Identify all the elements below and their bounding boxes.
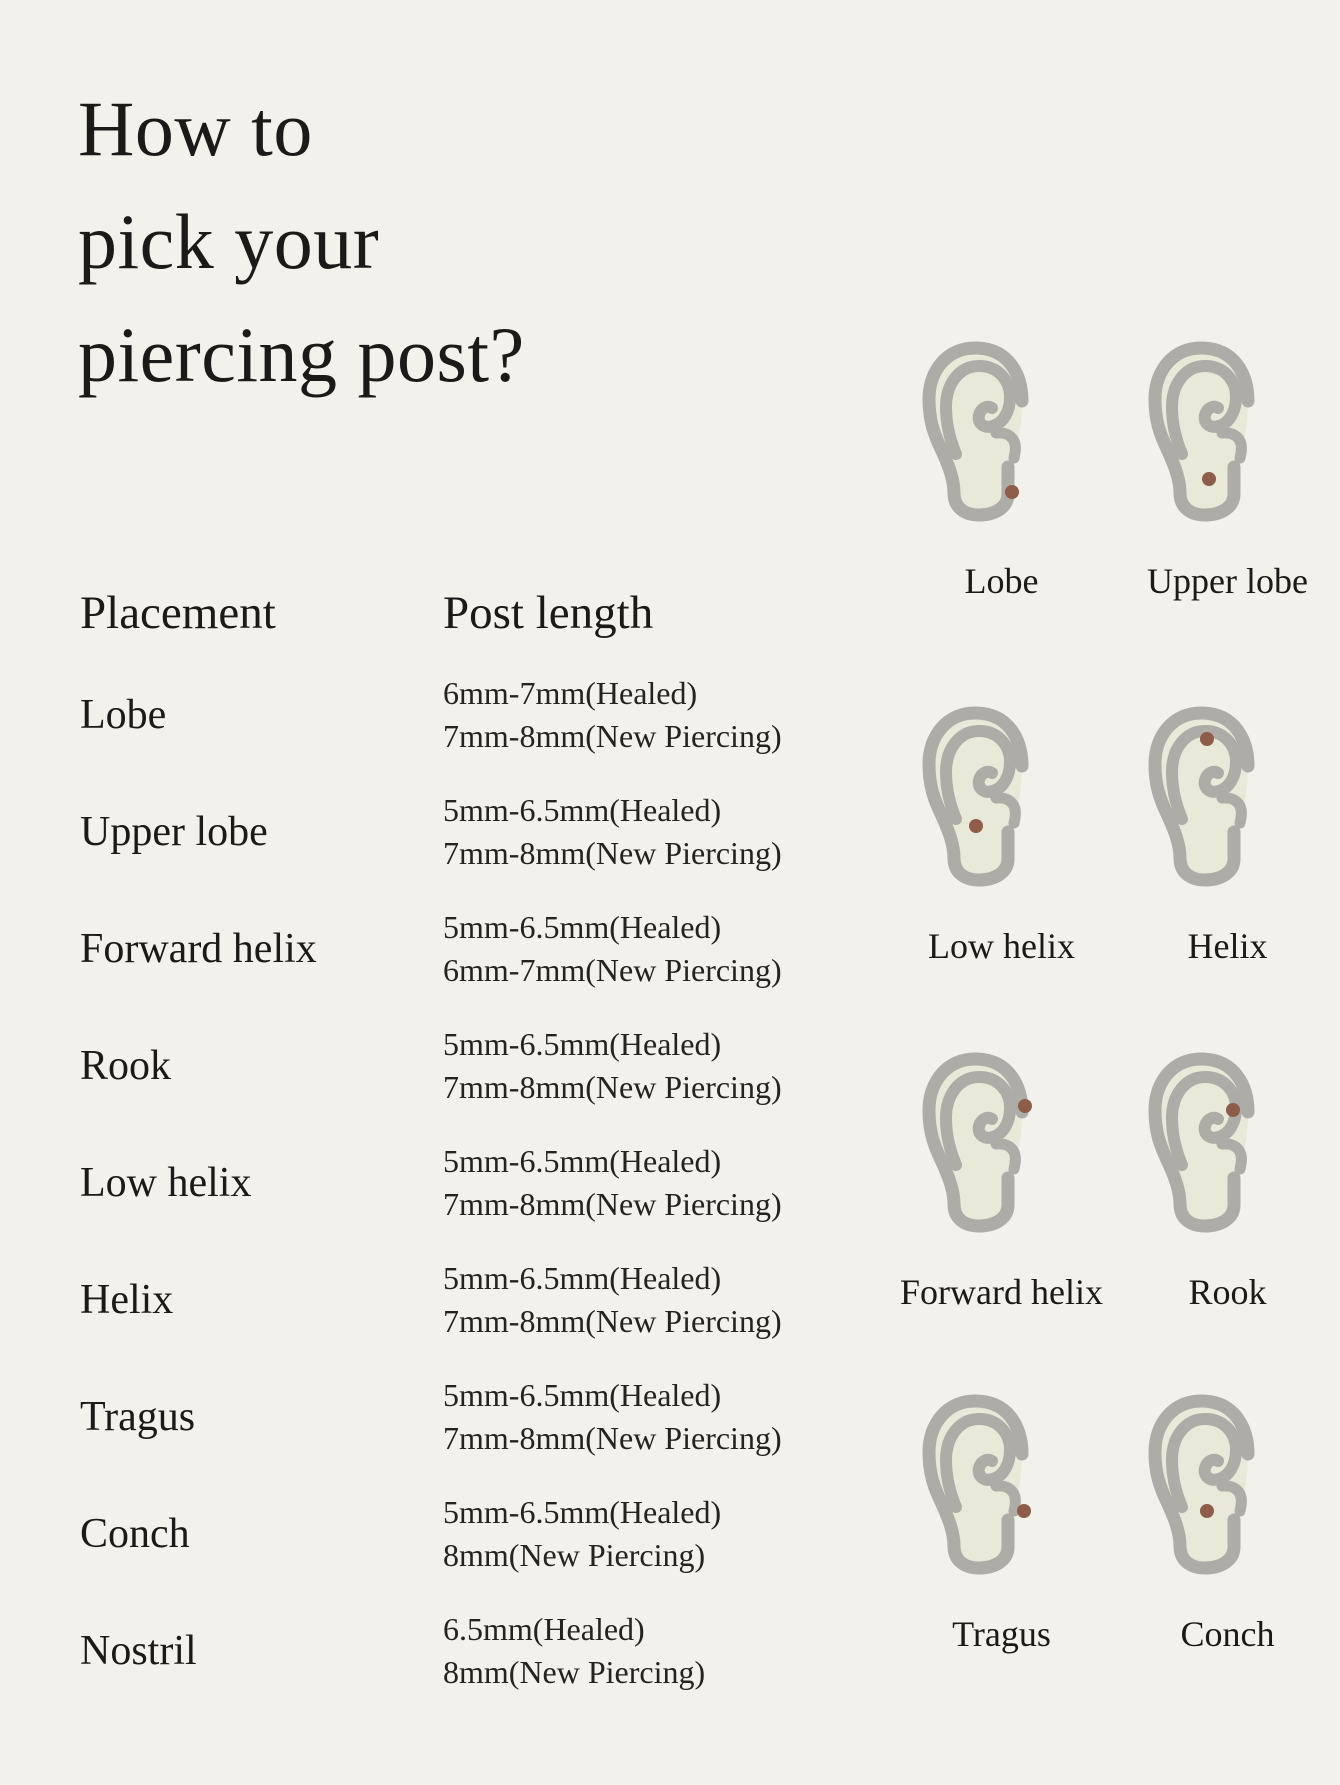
post-length-healed: 5mm-6.5mm(Healed) (443, 909, 722, 945)
ear-icon (1145, 702, 1280, 887)
placement-label: Nostril (80, 1628, 197, 1674)
post-length-healed: 5mm-6.5mm(Healed) (443, 1494, 722, 1530)
ear-icon (919, 1390, 1054, 1575)
ear-icon (1145, 1390, 1280, 1575)
placement-label: Upper lobe (80, 809, 268, 855)
ear-cell (919, 1390, 1054, 1654)
post-length-new: 7mm-8mm(New Piercing) (443, 1186, 782, 1222)
ear-icon (1145, 1048, 1280, 1233)
post-length-new: 7mm-8mm(New Piercing) (443, 1303, 782, 1339)
post-length-new: 7mm-8mm(New Piercing) (443, 835, 782, 871)
piercing-dot (1200, 1504, 1214, 1518)
post-length-healed: 6mm-7mm(Healed) (443, 675, 698, 711)
table-row (0, 1131, 900, 1235)
piercing-dot (1202, 472, 1216, 486)
placement-label: Tragus (80, 1394, 196, 1440)
post-length-healed: 6.5mm(Healed) (443, 1611, 645, 1647)
post-length-new: 7mm-8mm(New Piercing) (443, 718, 782, 754)
title-line-3: piercing post? (78, 311, 525, 398)
ear-cell (1145, 702, 1280, 966)
table-row (0, 1365, 900, 1469)
ear-label: Conch (1180, 1614, 1275, 1654)
ear-label: Tragus (952, 1614, 1051, 1654)
ear-label: Upper lobe (1147, 561, 1308, 601)
title-line-2: pick your (78, 198, 380, 285)
post-length-healed: 5mm-6.5mm(Healed) (443, 1377, 722, 1413)
ear-label: Low helix (928, 926, 1075, 966)
piercing-dot (1017, 1504, 1031, 1518)
ear-icon (1145, 337, 1280, 522)
ear-label: Forward helix (900, 1272, 1103, 1312)
post-length-healed: 5mm-6.5mm(Healed) (443, 792, 722, 828)
ear-label: Lobe (964, 561, 1039, 601)
post-length-healed: 5mm-6.5mm(Healed) (443, 1143, 722, 1179)
post-length-new: 8mm(New Piercing) (443, 1537, 706, 1573)
table-row (0, 1248, 900, 1352)
ear-label: Rook (1188, 1272, 1267, 1312)
table-row (0, 780, 900, 884)
post-length-new: 7mm-8mm(New Piercing) (443, 1069, 782, 1105)
placement-label: Lobe (80, 692, 167, 738)
table-row (0, 1014, 900, 1118)
placement-label: Rook (80, 1043, 172, 1089)
table-row (0, 1482, 900, 1586)
piercing-dot (1226, 1103, 1240, 1117)
placement-label: Helix (80, 1277, 174, 1323)
post-length-new: 7mm-8mm(New Piercing) (443, 1420, 782, 1456)
ear-label: Helix (1187, 926, 1268, 966)
placement-label: Low helix (80, 1160, 252, 1206)
post-length-new: 8mm(New Piercing) (443, 1654, 706, 1690)
table-row (0, 1599, 900, 1703)
ear-icon (919, 1048, 1054, 1233)
piercing-dot (1005, 485, 1019, 499)
ear-cell (900, 1048, 1103, 1312)
piercing-dot (1018, 1099, 1032, 1113)
ear-cell (1145, 337, 1308, 601)
ear-icon (919, 337, 1054, 522)
piercing-dot (1200, 732, 1214, 746)
page-title (78, 72, 525, 411)
ear-cell (919, 337, 1054, 601)
ear-cell (1145, 1048, 1280, 1312)
table-row (0, 663, 900, 767)
title-line-1: How to (78, 85, 313, 172)
post-length-healed: 5mm-6.5mm(Healed) (443, 1026, 722, 1062)
column-header-post-length: Post length (443, 587, 654, 639)
column-header-placement: Placement (80, 587, 276, 639)
placement-label: Conch (80, 1511, 190, 1557)
table-row (0, 897, 900, 1001)
piercing-dot (969, 819, 983, 833)
placement-label: Forward helix (80, 926, 317, 972)
ear-cell (919, 702, 1075, 966)
ear-cell (1145, 1390, 1280, 1654)
post-length-healed: 5mm-6.5mm(Healed) (443, 1260, 722, 1296)
ear-icon (919, 702, 1054, 887)
post-length-new: 6mm-7mm(New Piercing) (443, 952, 782, 988)
